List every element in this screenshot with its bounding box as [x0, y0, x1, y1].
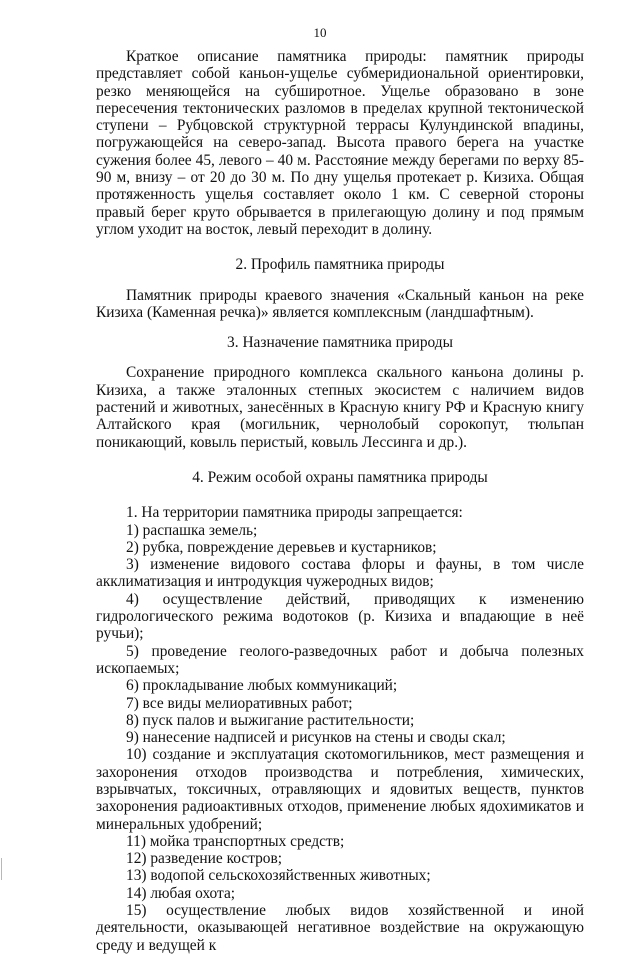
description-paragraph: Краткое описание памятника природы: памятник природы представляет собой каньон-ущелье субмеридиональной ориентировки, резко меняющейся на субширотное. Ущелье образовано в зоне пересечения тектонических разломов в пределах крупной тектонической ступени – Рубцовской структурной террасы Кулундинской впадины, погружающейся на северо-запад. Высота правого берега на участке сужения более 45, левого – 40 м. Расстояние между берегами по верху 85-90 м, внизу – от 20 до 30 м. По дну ущелья протекает р. Кизиха. Общая протяженность ущелья составляет около 1 км. С северной стороны правый берег круто обрывается в прилегающую долину и под прямым углом уходит на восток, левый переходит в долину. [96, 48, 584, 238]
prohibition-list [96, 522, 584, 954]
prohibition-item: 3) изменение видового состава флоры и фауны, в том числе акклиматизация и интродукция чужеродных видов; [96, 556, 584, 591]
prohibition-item: 5) проведение геолого-разведочных работ и добыча полезных ископаемых; [96, 642, 584, 677]
prohibition-item: 4) осуществление действий, приводящих к изменению гидрологического режима водотоков (р. Кизиха и впадающие в неё ручьи); [96, 590, 584, 643]
prohibition-item: 2) рубка, повреждение деревьев и кустарников; [126, 538, 437, 556]
regime-intro: 1. На территории памятника природы запрещается: [126, 504, 463, 522]
section-heading-purpose: 3. Назначение памятника природы [227, 334, 453, 352]
page-edge-mark [1, 858, 2, 880]
section-heading-profile: 2. Профиль памятника природы [235, 256, 445, 274]
prohibition-item: 12) разведение костров; [126, 850, 283, 868]
prohibition-item: 15) осуществление любых видов хозяйственной и иной деятельности, оказывающей негативное воздействие на окружающую среду и ведущей к [96, 902, 584, 954]
profile-paragraph: Памятник природы краевого значения «Скальный каньон на реке Кизиха (Каменная речка)» является комплексным (ландшафтным). [96, 286, 584, 321]
prohibition-item: 11) мойка транспортных средств; [126, 832, 345, 850]
prohibition-item: 1) распашка земель; [126, 521, 258, 539]
purpose-paragraph: Сохранение природного комплекса скального каньона долины р. Кизиха, а также эталонных степных экосистем с наличием видов растений и животных, занесённых в Красную книгу РФ и Красную книгу Алтайского края (могильник, чернолобый сорокопут, тюльпан поникающий, ковыль перистый, ковыль Лессинга и др.). [96, 364, 584, 451]
prohibition-item: 9) нанесение надписей и рисунков на стены и своды скал; [126, 729, 506, 747]
prohibition-item: 7) все виды мелиоративных работ; [126, 694, 353, 712]
prohibition-item: 6) прокладывание любых коммуникаций; [126, 677, 398, 695]
prohibition-item: 14) любая охота; [126, 884, 236, 902]
section-heading-regime: 4. Режим особой охраны памятника природы [192, 468, 488, 486]
document-body [96, 48, 584, 954]
prohibition-item: 10) создание и эксплуатация скотомогильников, мест размещения и захоронения отходов производства и потребления, химических, взрывчатых, токсичных, отравляющих и ядовитых веществ, пунктов захоронения радиоактивных отходов, применение любых ядохимикатов и минеральных удобрений; [96, 746, 584, 833]
prohibition-item: 13) водопой сельскохозяйственных животных; [126, 867, 431, 885]
prohibition-item: 8) пуск палов и выжигание растительности; [126, 711, 415, 729]
page-number: 10 [313, 25, 327, 40]
